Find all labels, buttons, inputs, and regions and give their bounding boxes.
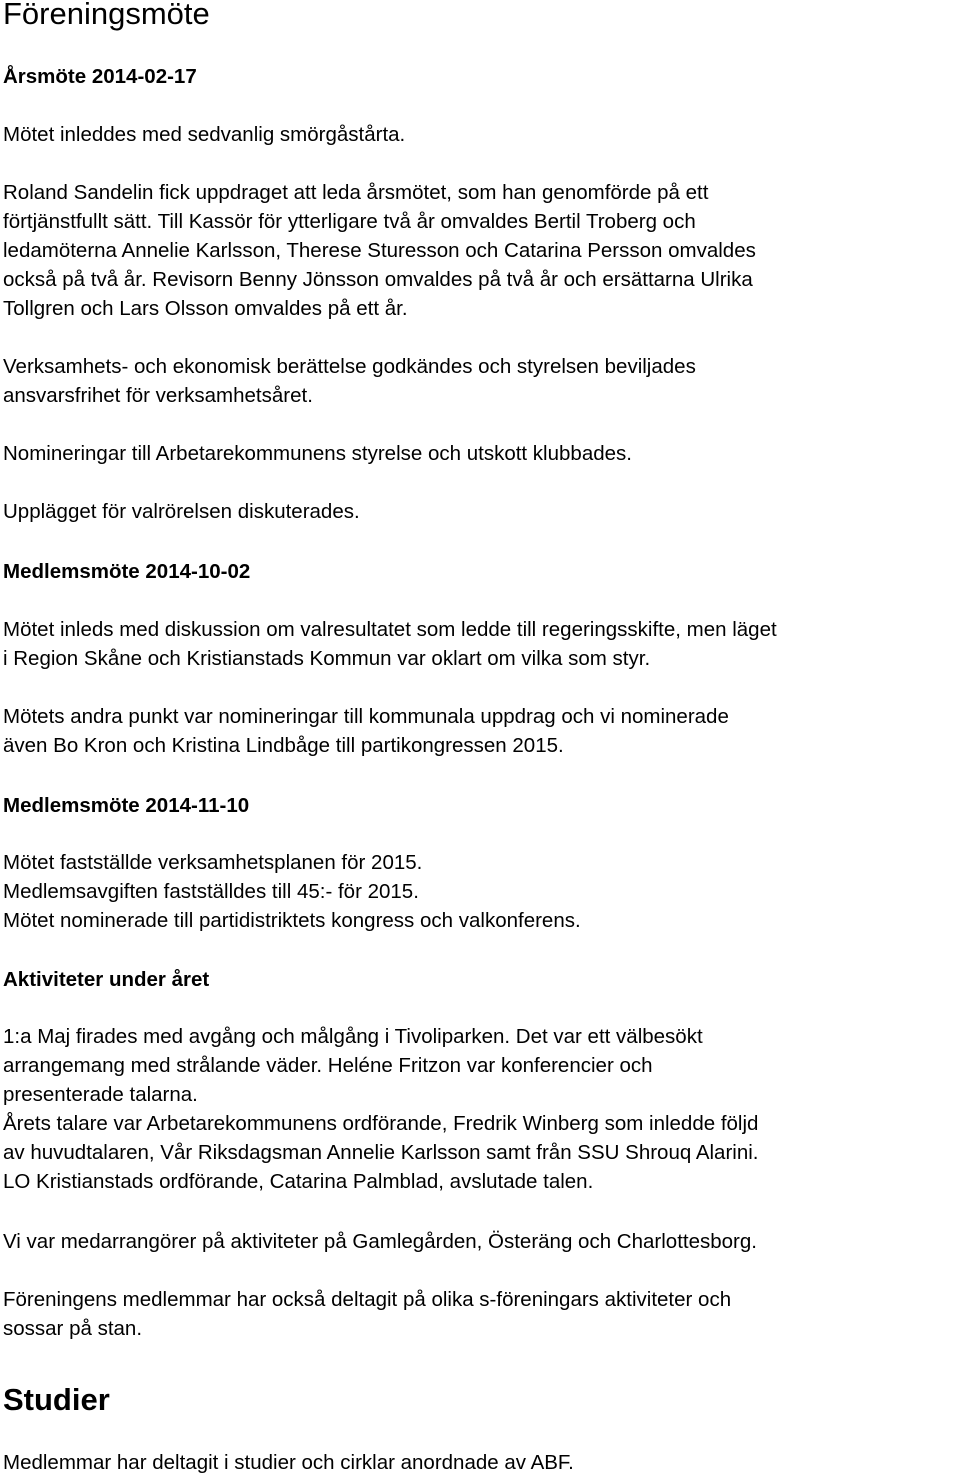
paragraph-line: Vi var medarrangörer på aktiviteter på Gamlegården, Österäng och Charlottesborg. xyxy=(3,1230,757,1253)
paragraph-line: i Region Skåne och Kristianstads Kommun var oklart om vilka som styr. xyxy=(3,647,651,670)
section-heading-aktiviteter: Aktiviteter under året xyxy=(3,968,210,991)
paragraph-line: Föreningens medlemmar har också deltagit på olika s-föreningars aktiviteter och xyxy=(3,1288,732,1311)
paragraph-line: ledamöterna Annelie Karlsson, Therese Sturesson och Catarina Persson omvaldes xyxy=(3,239,756,262)
page-title: Föreningsmöte xyxy=(3,0,210,31)
paragraph-line: Mötet fastställde verksamhetsplanen för 2015. xyxy=(3,851,423,874)
paragraph-line: Mötets andra punkt var nomineringar till kommunala uppdrag och vi nominerade xyxy=(3,705,729,728)
paragraph-line: Nomineringar till Arbetarekommunens styrelse och utskott klubbades. xyxy=(3,442,632,465)
paragraph-line: Mötet inleddes med sedvanlig smörgåstårta. xyxy=(3,123,406,146)
paragraph-line: presenterade talarna. xyxy=(3,1083,198,1106)
paragraph-line: ansvarsfrihet för verksamhetsåret. xyxy=(3,384,313,407)
section-heading-studier: Studier xyxy=(3,1382,110,1417)
paragraph-line: 1:a Maj firades med avgång och målgång i Tivoliparken. Det var ett välbesökt xyxy=(3,1025,703,1048)
paragraph-line: även Bo Kron och Kristina Lindbåge till partikongressen 2015. xyxy=(3,734,564,757)
section-heading-medlemsmote-nov: Medlemsmöte 2014-11-10 xyxy=(3,794,250,817)
section-heading-arsmote: Årsmöte 2014-02-17 xyxy=(3,65,197,88)
paragraph-line: också på två år. Revisorn Benny Jönsson omvaldes på två år och ersättarna Ulrika xyxy=(3,268,753,291)
paragraph-line: Mötet inleds med diskussion om valresultatet som ledde till regeringsskifte, men läget xyxy=(3,618,777,641)
paragraph-line: Medlemmar har deltagit i studier och cirklar anordnade av ABF. xyxy=(3,1451,574,1474)
paragraph-line: sossar på stan. xyxy=(3,1317,143,1340)
paragraph-line: Tollgren och Lars Olsson omvaldes på ett år. xyxy=(3,297,408,320)
paragraph-line: av huvudtalaren, Vår Riksdagsman Annelie Karlsson samt från SSU Shrouq Alarini. xyxy=(3,1141,759,1164)
paragraph-line: Årets talare var Arbetarekommunens ordförande, Fredrik Winberg som inledde följd xyxy=(3,1112,759,1135)
paragraph-line: Verksamhets- och ekonomisk berättelse godkändes och styrelsen beviljades xyxy=(3,355,696,378)
paragraph-line: LO Kristianstads ordförande, Catarina Palmblad, avslutade talen. xyxy=(3,1170,594,1193)
paragraph-line: arrangemang med strålande väder. Heléne Fritzon var konferencier och xyxy=(3,1054,653,1077)
section-heading-medlemsmote-oct: Medlemsmöte 2014-10-02 xyxy=(3,560,251,583)
paragraph-line: Roland Sandelin fick uppdraget att leda årsmötet, som han genomförde på ett xyxy=(3,181,709,204)
paragraph-line: Medlemsavgiften fastställdes till 45:- för 2015. xyxy=(3,880,419,903)
paragraph-line: Upplägget för valrörelsen diskuterades. xyxy=(3,500,360,523)
paragraph-line: förtjänstfullt sätt. Till Kassör för ytterligare två år omvaldes Bertil Troberg och xyxy=(3,210,696,233)
paragraph-line: Mötet nominerade till partidistriktets kongress och valkonferens. xyxy=(3,909,581,932)
